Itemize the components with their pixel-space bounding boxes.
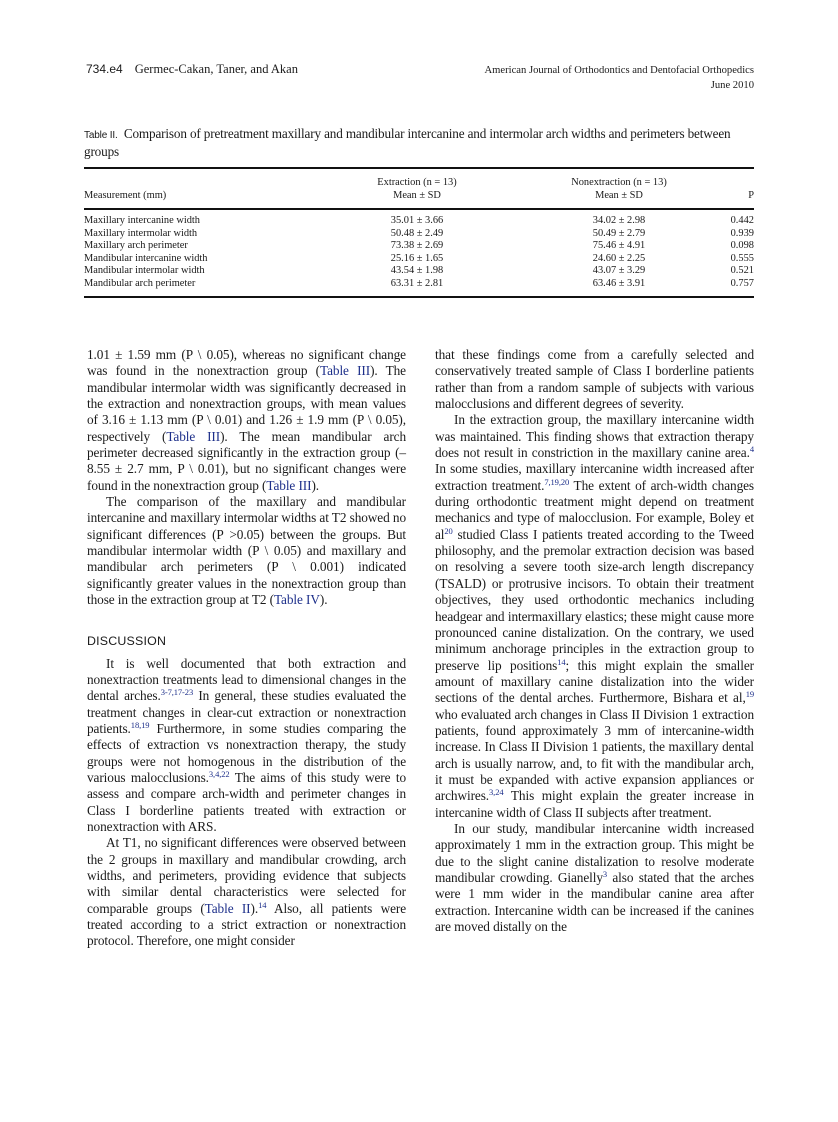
citation-ref[interactable]: 7,19,20 [544,476,570,487]
author-names: Germec-Cakan, Taner, and Akan [134,62,298,76]
paragraph [435,347,754,412]
cell-extraction: 35.01 ± 3.66 [390,215,444,226]
text-run: also stated that the arches were 1 mm wider in the mandibular canine area after extraction. Intercanine width can be increased if the canines are moved distally on the [435,870,754,935]
cell-nonextraction: 43.07 ± 3.29 [592,265,646,277]
text-run: In the extraction group, the maxillary intercanine width was maintained. This finding shows that extraction therapy does not result in constriction in the maxillary canine area. [435,412,754,461]
table-header-rule [84,208,754,210]
text-run: 1.01 ± 1.59 mm (P \ 0.05), whereas no significant change was found in the nonextraction group ( [87,347,406,379]
citation-ref[interactable]: 4 [749,444,754,455]
cell-measurement: Maxillary arch perimeter [84,240,188,252]
cell-extraction: 73.38 ± 2.69 [390,240,444,252]
text-run: ). [250,900,259,916]
cell-p: 0.757 [730,277,754,289]
table-iii-link[interactable]: Table III [166,428,221,444]
text-run: In some studies, maxillary intercanine width increased after extraction treatment. [435,461,754,493]
journal-title: American Journal of Orthodontics and Dentofacial Orthopedics [484,65,754,76]
table-caption-text: Comparison of pretreatment maxillary and mandibular intercanine and intermolar arch widths and perimeters between groups [84,126,731,159]
cell-measurement: Mandibular intermolar width [84,265,205,277]
page-number: 734.e4 [86,62,123,76]
cell-extraction: 63.31 ± 2.81 [390,277,444,289]
running-head [86,62,754,96]
header-extraction-group: Extraction (n = 13) [377,177,457,188]
text-run: The aims of this study were to assess and compare arch-width and perimeter changes in Class I borderline patients treated with extraction or nonextraction with ARS. [87,769,407,834]
paragraph [87,347,406,494]
table-header-row [84,169,754,208]
issue-date: June 2010 [710,80,754,91]
header-p: P [748,190,754,201]
body-column-right [435,347,754,935]
citation-ref[interactable]: 3,24 [489,787,504,798]
text-run: ). [319,592,328,608]
cell-extraction: 25.16 ± 1.65 [390,252,444,264]
body-column-left [87,347,406,950]
table-iv-link[interactable]: Table IV [273,592,320,608]
paragraph [435,412,754,821]
paragraph [87,494,406,608]
text-run: who evaluated arch changes in Class II Division 1 extraction patients, found approximately 3 mm of intercanine-width increase. In Class II Division 1 patients, the maxillary dental arch is usually narrow, and, to fit with the mandibular arch, it must be expanded with active expansion appliances or archwires. [435,706,754,804]
citation-ref[interactable]: 14 [557,656,566,667]
text-run: that these findings come from a carefully selected and conservatively treated sample of Class I borderline patients rather than from a random sample of subjects with various malocclusions and different degrees of severity. [435,347,754,412]
text-run: At T1, no significant differences were observed between the 2 groups in maxillary and mandibular crowding, arch widths, and perimeters, providing evidence that subjects with similar dental characteristics were selected for comparable groups ( [87,835,406,916]
table-label: Table II. [84,130,118,141]
table-body [84,215,754,291]
text-run: In our study, mandibular intercanine width increased approximately 1 mm in the extraction group. This might be due to the slight canine distalization to resolve moderate mandibular crowding. Gianelly [435,820,754,885]
citation-ref[interactable]: 20 [444,525,453,536]
table-ii [84,126,754,298]
comparison-table [84,169,754,208]
text-run: studied Class I patients treated according to the Tweed philosophy, and the premolar extraction decision was based on resolving a severe tooth size-arch length discrepancy (TSALD) or protrusive incisors. To obtain their treatment objectives, they used orthodontic mechanics including headgear and intermaxillary elastics; these might cause more pronounced canine distalization. On the contrary, we used minimum anchorage principles in the extraction group to preserve lip positions [435,526,754,673]
cell-extraction: 50.48 ± 2.49 [390,227,444,239]
table-iii-link[interactable]: Table III [266,477,312,493]
citation-ref[interactable]: 3-7,17-23 [160,687,194,698]
text-run: ). The mean mandibular arch perimeter decreased significantly in the extraction group (–8.55 ± 2.7 mm, P \ 0.01), but no significant changes were found in the nonextraction group ( [87,428,406,493]
table-bottom-rule [84,296,754,298]
table-row [84,265,754,278]
citation-ref[interactable]: 18,19 [130,719,150,730]
text-run: It is well documented that both extraction and nonextraction treatments lead to dimensional changes in the dental arches. [87,655,406,704]
text-run: Also, all patients were treated according to a strict extraction or nonextraction protocol. Therefore, one might consider [87,900,406,949]
table-row [84,240,754,253]
text-run: This might explain the greater increase in intercanine width of Class II subjects after treatment. [435,788,754,820]
citation-ref[interactable]: 14 [258,899,267,910]
header-nonextraction-group: Nonextraction (n = 13) [571,177,667,188]
cell-measurement: Mandibular intercanine width [84,252,208,264]
text-run: Furthermore, in some studies comparing the effects of extraction vs nonextraction therapy, the study groups were not homogenous in the distribution of the various malocclusions. [87,720,406,785]
table-iii-link[interactable]: Table III [320,363,371,379]
cell-nonextraction: 34.02 ± 2.98 [592,215,646,226]
table-row [84,278,754,291]
citation-ref[interactable]: 3,4,22 [208,768,230,779]
cell-nonextraction: 24.60 ± 2.25 [592,252,646,264]
table-row [84,253,754,266]
cell-nonextraction: 63.46 ± 3.91 [592,277,646,289]
header-measurement: Measurement (mm) [84,190,167,201]
text-run: The extent of arch-width changes during orthodontic treatment might depend on treatment mechanics and type of malocclusion. For example, Boley et al [435,477,754,542]
table-row [84,228,754,241]
table-row [84,215,754,228]
cell-p: 0.521 [730,265,754,277]
paragraph [87,656,406,836]
citation-ref[interactable]: 3 [602,869,608,879]
cell-measurement: Maxillary intercanine width [84,215,200,226]
text-run: ; this might explain the smaller amount of maxillary canine distalization into the wider sections of the dental arches. Furthermore, Bishara et al, [435,657,754,706]
table-caption [84,126,754,160]
citation-ref[interactable]: 19 [745,689,754,700]
paragraph [435,821,754,935]
cell-p: 0.939 [730,227,754,239]
header-extraction-stat: Mean ± SD [393,190,441,201]
cell-p: 0.555 [730,252,754,264]
running-head-left [86,62,298,77]
text-run: The comparison of the maxillary and mandibular intercanine and maxillary intermolar widths at T2 showed no significant differences (P >0.05) between the groups. But mandibular intermolar width (P \ 0.05) and maxillary and mandibular arch perimeters (P \ 0.001) indicated significantly greater values in the nonextraction group than those in the extraction group at T2 ( [87,494,406,608]
header-nonextraction [524,169,714,208]
text-run: ). The mandibular intermolar width was significantly decreased in the extraction and nonextraction groups, with mean values of 3.16 ± 1.13 mm (P \ 0.01) and 1.26 ± 1.9 mm (P \ 0.05), respectively ( [87,363,406,444]
cell-p: 0.098 [730,240,754,252]
text-run: In general, these studies evaluated the treatment changes in clear-cut extraction or nonextraction patients. [87,688,406,736]
cell-p: 0.442 [730,215,754,226]
header-extraction [310,169,524,208]
section-heading-discussion: DISCUSSION [87,633,167,648]
header-nonextraction-stat: Mean ± SD [595,190,643,201]
cell-measurement: Mandibular arch perimeter [84,277,196,289]
cell-nonextraction: 75.46 ± 4.91 [592,240,646,252]
cell-measurement: Maxillary intermolar width [84,227,198,239]
cell-extraction: 43.54 ± 1.98 [390,265,444,277]
text-run: ). [311,477,320,493]
running-head-right [485,63,754,93]
table-ii-link[interactable]: Table II [204,900,251,916]
cell-nonextraction: 50.49 ± 2.79 [592,227,646,239]
paragraph [87,835,406,949]
